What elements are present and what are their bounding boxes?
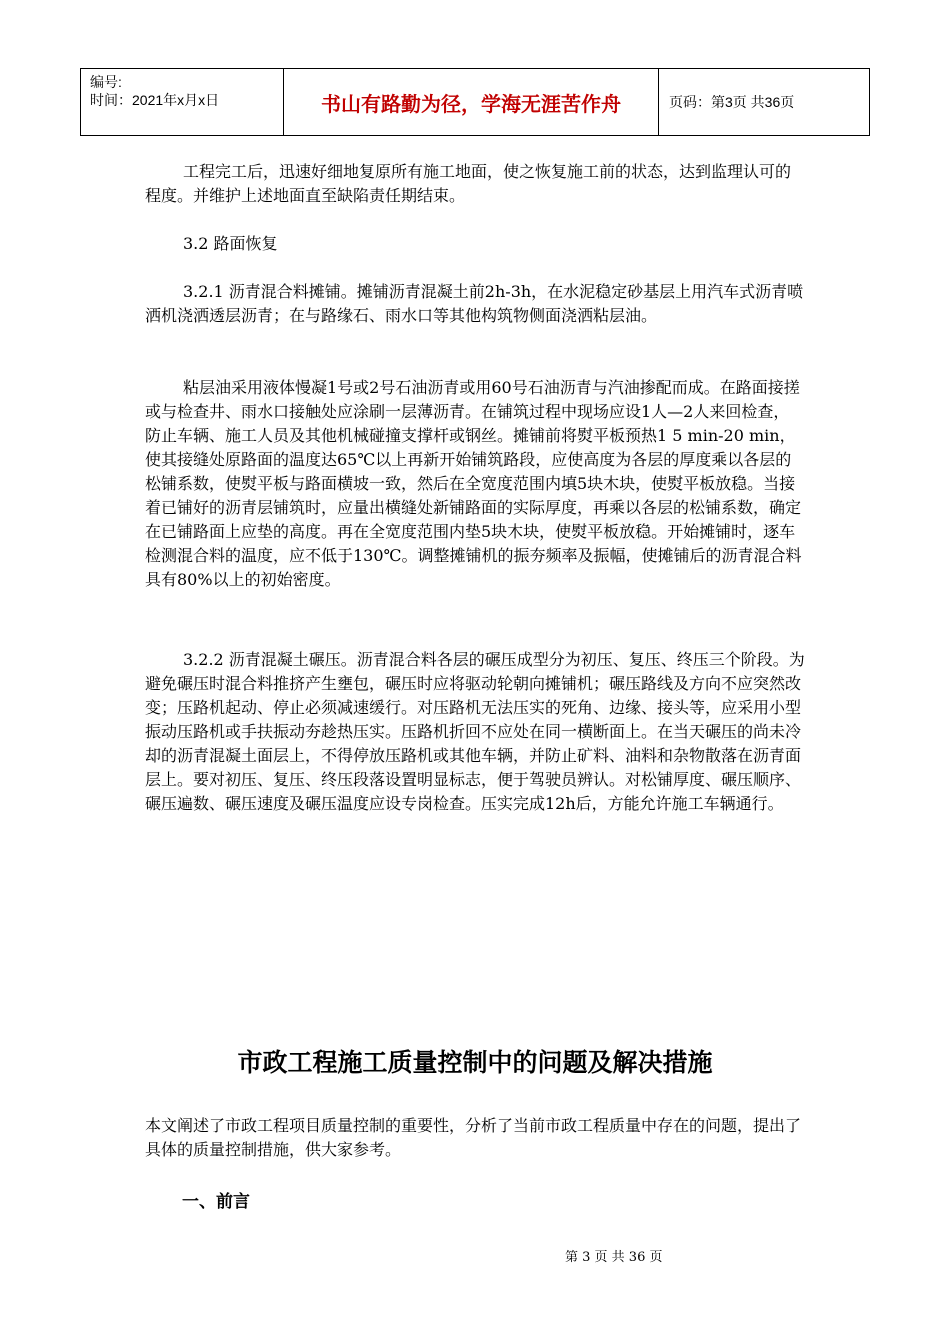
paragraph-3-2-1: 3.2.1 沥青混合料摊铺。摊铺沥青混凝土前2h-3h，在水泥稳定砂基层上用汽车式沥青喷洒机浇洒透层沥青；在与路缘石、雨水口等其他构筑物侧面浇洒粘层油。 bbox=[145, 282, 804, 325]
article-abstract: 本文阐述了市政工程项目质量控制的重要性，分析了当前市政工程质量中存在的问题，提出了具体的质量控制措施，供大家参考。 bbox=[145, 1116, 802, 1159]
section-heading-preface: 一、前言 bbox=[182, 1192, 250, 1212]
subsection-heading-3-2: 3.2 路面恢复 bbox=[183, 234, 278, 253]
document-number-label: 编号: bbox=[90, 74, 122, 90]
paragraph-restoration: 工程完工后，迅速好细地复原所有施工地面，使之恢复施工前的状态，达到监理认可的程度。并维护上述地面直至缺陷责任期结束。 bbox=[145, 162, 792, 205]
document-header bbox=[80, 68, 870, 136]
paragraph-3-2-2: 3.2.2 沥青混凝土碾压。沥青混合料各层的碾压成型分为初压、复压、终压三个阶段。为避免碾压时混合料推挤产生壅包，碾压时应将驱动轮朝向摊铺机；碾压路线及方向不应突然改变；压路机起动、停止必须减速缓行。对压路机无法压实的死角、边缘、接头等，应采用小型振动压路机或手扶振动夯趁热压实。压路机折回不应处在同一横断面上。在当天碾压的尚未冷却的沥青混凝土面层上，不得停放压路机或其他车辆，并防止矿料、油料和杂物散落在沥青面层上。要对初压、复压、终压段落设置明显标志，便于驾驶员辨认。对松铺厚度、碾压顺序、碾压遍数、碾压速度及碾压温度应设专岗检查。压实完成12h后，方能允许施工车辆通行。 bbox=[145, 650, 805, 813]
paragraph-tack-coat: 粘层油采用液体慢凝1号或2号石油沥青或用60号石油沥青与汽油掺配而成。在路面接搓或与检查井、雨水口接触处应涂刷一层薄沥青。在铺筑过程中现场应设1人—2人来回检查，防止车辆、施工人员及其他机械碰撞支撑杆或钢丝。摊铺前将熨平板预热1 5 min-20 min，使其接缝处原路面的温度达65℃以上再新开始铺筑路段，应使高度为各层的厚度乘以各层的松铺系数，使熨平板与路面横坡一致，然后在全宽度范围内填5块木块，使熨平板放稳。当接着已铺好的沥青层铺筑时，应量出横缝处新铺路面的实际厚度，再乘以各层的松铺系数，确定在已铺路面上应垫的高度。再在全宽度范围内垫5块木块，使熨平板放稳。开始摊铺时，逐车检测混合料的温度，应不低于130℃。调整摊铺机的振夯频率及振幅，使摊铺后的沥青混合料具有80%以上的初始密度。 bbox=[145, 378, 802, 589]
document-date-label: 时间：2021年x月x日 bbox=[90, 92, 220, 108]
header-motto: 书山有路勤为径，学海无涯苦作舟 bbox=[284, 69, 659, 135]
header-meta bbox=[81, 69, 284, 135]
page-footer: 第 3 页 共 36 页 bbox=[565, 1250, 663, 1265]
header-page-info: 页码：第3页 共36页 bbox=[669, 94, 795, 110]
article-title: 市政工程施工质量控制中的问题及解决措施 bbox=[237, 1048, 713, 1077]
